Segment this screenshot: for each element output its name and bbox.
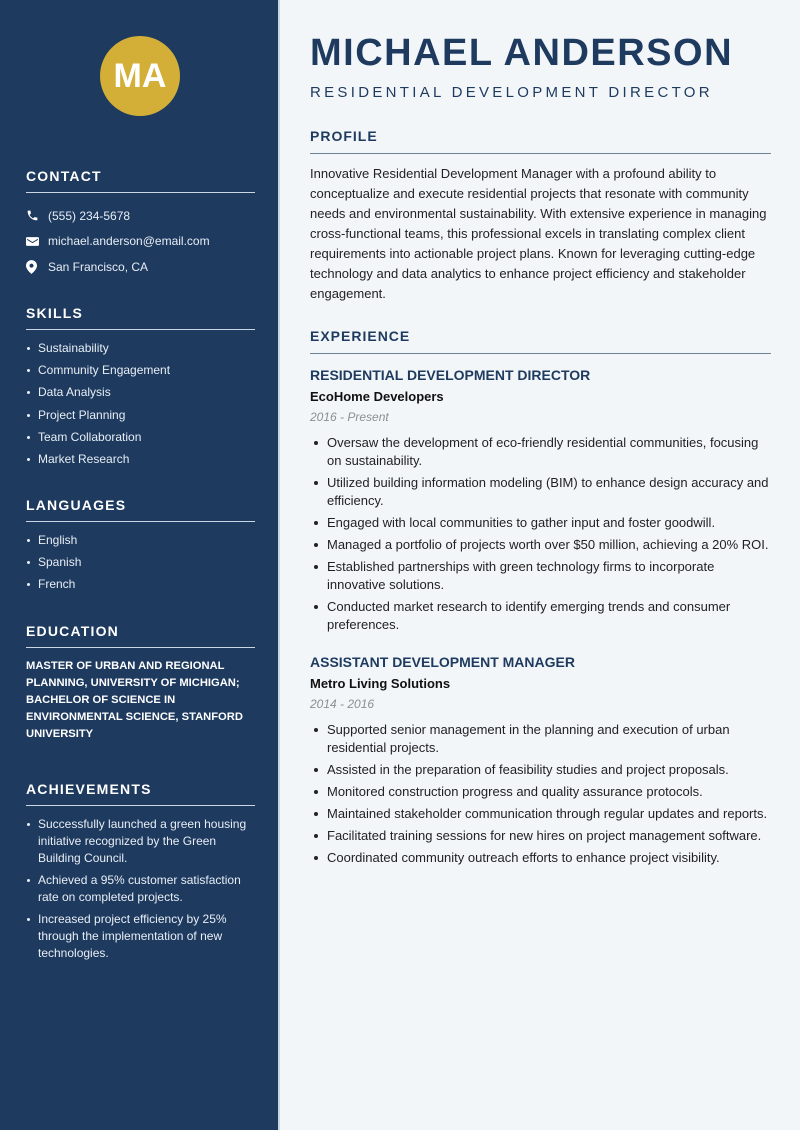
contact-location: [26, 254, 255, 280]
job-bullet: Facilitated training sessions for new hires on project management software.: [310, 827, 771, 845]
avatar-initials: MA: [100, 36, 180, 116]
contact-location-text: San Francisco, CA: [48, 259, 149, 274]
education-section: [26, 623, 255, 743]
job-bullet: Assisted in the preparation of feasibility studies and project proposals.: [310, 761, 771, 779]
achievements-section: [26, 781, 255, 968]
skill-item: Market Research: [26, 451, 255, 468]
job-bullet: Utilized building information modeling (BIM) to enhance design accuracy and efficiency.: [310, 474, 771, 510]
skill-item: Project Planning: [26, 407, 255, 424]
job-entry: [310, 653, 771, 871]
job-bullet: Conducted market research to identify emerging trends and consumer preferences.: [310, 598, 771, 634]
contact-email-text: michael.anderson@email.com: [48, 234, 210, 249]
skills-section: [26, 305, 255, 473]
phone-icon: [26, 209, 48, 222]
skill-item: Data Analysis: [26, 384, 255, 401]
skills-heading: SKILLS: [26, 305, 255, 330]
education-text: MASTER OF URBAN AND REGIONAL PLANNING, UNIVERSITY OF MICHIGAN; BACHELOR OF SCIENCE IN ENVIRONMENTAL SCIENCE, STANFORD UNIVERSITY: [26, 660, 243, 740]
language-item: Spanish: [26, 554, 255, 571]
email-icon: [26, 236, 48, 247]
contact-email[interactable]: [26, 229, 255, 255]
achievements-list: [26, 816, 255, 962]
job-title: ASSISTANT DEVELOPMENT MANAGER: [310, 654, 575, 670]
job-entry: [310, 366, 771, 638]
languages-list: [26, 532, 255, 593]
language-item: French: [26, 576, 255, 593]
job-dates: 2016 - Present: [310, 410, 389, 424]
profile-text: Innovative Residential Development Manager with a profound ability to conceptualize and execute residential projects that resonate with community needs and environmental sustainability. With extensive experience in managing cross-functional teams, this professional excels in translating complex client requirements into actionable project plans. Known for leveraging cutting-edge technology and data analytics to enhance project efficiency and stakeholder engagement.: [310, 166, 767, 301]
job-company: Metro Living Solutions: [310, 676, 451, 691]
job-bullets: [310, 721, 771, 867]
skill-item: Team Collaboration: [26, 429, 255, 446]
job-bullet: Engaged with local communities to gather input and foster goodwill.: [310, 514, 771, 532]
experience-heading: EXPERIENCE: [310, 328, 771, 354]
candidate-title: RESIDENTIAL DEVELOPMENT DIRECTOR: [310, 84, 713, 101]
contact-heading: CONTACT: [26, 168, 255, 193]
contact-phone-text: (555) 234-5678: [48, 208, 131, 223]
language-item: English: [26, 532, 255, 549]
job-company: EcoHome Developers: [310, 389, 444, 404]
profile-heading: PROFILE: [310, 128, 771, 154]
job-bullets: [310, 434, 771, 634]
candidate-name: MICHAEL ANDERSON: [310, 32, 734, 74]
job-title: RESIDENTIAL DEVELOPMENT DIRECTOR: [310, 367, 591, 383]
achievement-item: Increased project efficiency by 25% through the implementation of new technologies.: [26, 911, 255, 962]
location-pin-icon: [26, 260, 48, 274]
languages-heading: LANGUAGES: [26, 497, 255, 522]
job-bullet: Monitored construction progress and quality assurance protocols.: [310, 783, 771, 801]
contact-phone[interactable]: [26, 203, 255, 229]
languages-section: [26, 497, 255, 599]
job-bullet: Maintained stakeholder communication through regular updates and reports.: [310, 805, 771, 823]
job-bullet: Oversaw the development of eco-friendly residential communities, focusing on sustainability.: [310, 434, 771, 470]
contact-section: [26, 168, 255, 280]
job-bullet: Supported senior management in the planning and execution of urban residential projects.: [310, 721, 771, 757]
job-bullet: Managed a portfolio of projects worth over $50 million, achieving a 20% ROI.: [310, 536, 771, 554]
achievement-item: Achieved a 95% customer satisfaction rate on completed projects.: [26, 872, 255, 906]
job-bullet: Coordinated community outreach efforts to enhance project visibility.: [310, 849, 771, 867]
skill-item: Sustainability: [26, 340, 255, 357]
achievement-item: Successfully launched a green housing initiative recognized by the Green Building Council.: [26, 816, 255, 867]
skill-item: Community Engagement: [26, 362, 255, 379]
achievements-heading: ACHIEVEMENTS: [26, 781, 255, 806]
job-bullet: Established partnerships with green technology firms to incorporate innovative solutions.: [310, 558, 771, 594]
skills-list: [26, 340, 255, 468]
sidebar: [0, 0, 280, 1130]
education-heading: EDUCATION: [26, 623, 255, 648]
job-dates: 2014 - 2016: [310, 697, 375, 711]
